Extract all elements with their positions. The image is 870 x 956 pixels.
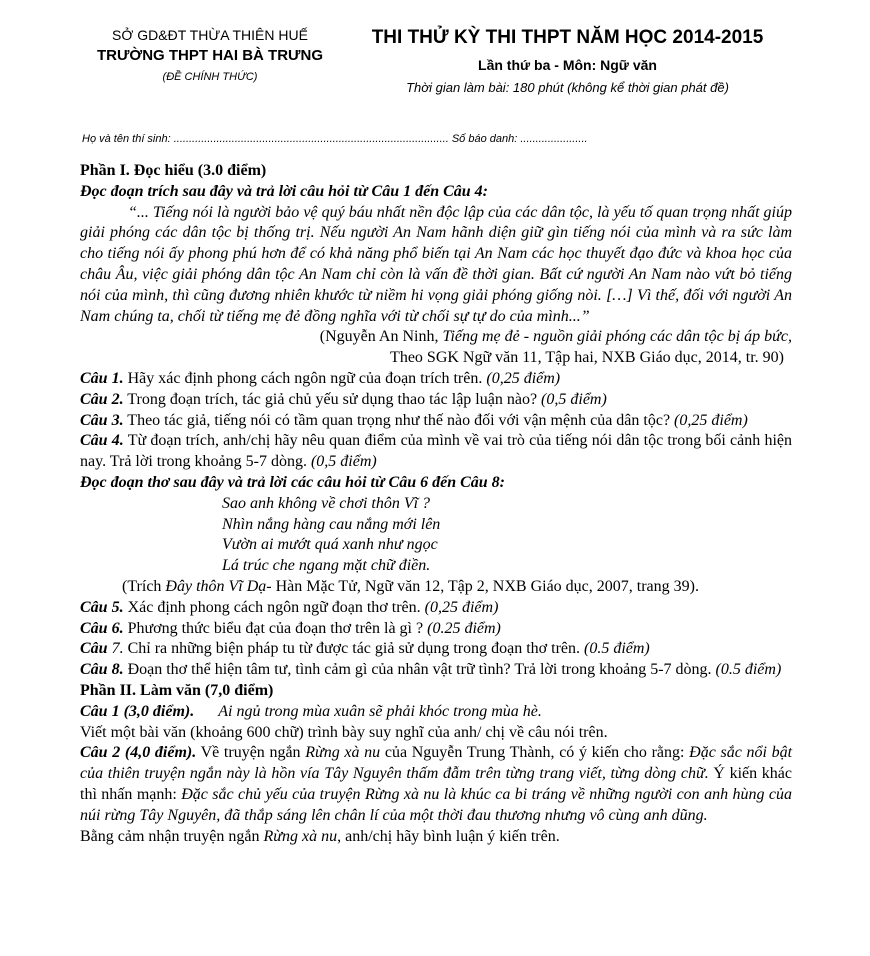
question-8-label: Câu 8. [80, 661, 124, 679]
exam-content [80, 161, 792, 847]
question-7-score: (0.5 điểm) [584, 640, 650, 658]
essay-2-text-b: của Nguyễn Trung Thành, có ý kiến cho rằng: [380, 744, 690, 762]
question-3 [80, 411, 792, 432]
question-6-score: (0.25 điểm) [427, 619, 501, 637]
question-8-score: (0.5 điểm) [715, 661, 782, 679]
question-5-text: Xác định phong cách ngôn ngữ đoạn thơ trên. [123, 598, 425, 616]
candidate-name-field: Họ và tên thí sinh: .......................................................................................... [82, 133, 449, 145]
essay-2-opinion-2: Đặc sắc chủ yếu của truyện Rừng xà nu là khúc ca bi tráng về những người con anh hùng của núi rừng Tây Nguyên, đã thắp sáng lên chân lí của một thời đau thương nhưng vô cùng anh dũng. [80, 785, 793, 824]
poem-line: Sao anh không về chơi thôn Vĩ ? [222, 494, 431, 512]
candidate-line [82, 133, 588, 145]
poem-source-prefix: (Trích [122, 577, 166, 595]
part1-instruction-2: Đọc đoạn thơ sau đây và trả lời các câu hỏi từ Câu 6 đến Câu 8: [80, 473, 506, 491]
question-4-score: (0,5 điểm) [310, 453, 377, 471]
part1-heading: Phần I. Đọc hiểu (3.0 điểm) [80, 162, 267, 179]
question-2-label: Câu 2. [80, 390, 124, 408]
question-6 [80, 619, 792, 640]
question-4 [80, 431, 792, 473]
question-4-label: Câu 4. [80, 432, 124, 450]
essay-question-2 [80, 743, 792, 826]
passage-source-line2: Theo SGK Ngữ văn 11, Tập hai, NXB Giáo dục, 2014, tr. 90) [390, 349, 784, 367]
question-7-label: Câu [80, 640, 108, 658]
source-author: (Nguyễn An Ninh, [319, 328, 443, 346]
department-name: SỞ GD&ĐT THỪA THIÊN HUẾ [112, 27, 308, 43]
essay-question-1 [80, 702, 792, 723]
exam-title: THI THỬ KỲ THI THPT NĂM HỌC 2014-2015 [371, 27, 764, 48]
question-1-score: (0,25 điểm) [486, 369, 561, 387]
official-label: (ĐỀ CHÍNH THỨC) [162, 71, 258, 83]
question-7 [80, 639, 792, 660]
question-6-text: Phương thức biểu đạt của đoạn thơ trên là gì ? [123, 619, 428, 637]
question-5-score: (0,25 điểm) [424, 598, 499, 616]
candidate-id-field: Số báo danh: ...................... [451, 133, 588, 145]
question-1-label: Câu 1. [80, 369, 124, 387]
essay-2-text-c: Ý kiến khác thì nhấn mạnh: [80, 765, 792, 803]
question-3-score: (0,25 điểm) [674, 411, 748, 429]
poem-line: Vườn ai mướt quá xanh như ngọc [222, 536, 438, 554]
reading-passage: “... Tiếng nói là người bảo vệ quý báu nhất nền độc lập của các dân tộc, là yếu tố quan trọng nhất giúp giải phóng các dân tộc bị thống trị. Nếu người An Nam hãnh diện giữ gìn tiếng nói của mình và ra sức làm cho tiếng nói ấy phong phú hơn để có khả năng phổ biến tại An Nam các học thuyết đạo đức và khoa học của châu Âu, việc giải phóng dân tộc An Nam chỉ còn là vấn đề thời gian. Bất cứ người An Nam nào vứt bỏ tiếng nói của mình, thì cũng đương nhiên khước từ niềm hi vọng giải phóng giống nòi. […] Vì thế, đối với người An Nam chúng ta, chối từ tiếng mẹ đẻ đồng nghĩa với từ chối sự tự do của mình...” [80, 203, 792, 325]
poem-source [80, 577, 792, 598]
round-subject: Lần thứ ba - Môn: Ngữ văn [478, 57, 657, 73]
part1-instruction-1: Đọc đoạn trích sau đây và trả lời câu hỏi từ Câu 1 đến Câu 4: [80, 182, 488, 200]
question-7-text: Chỉ ra những biện pháp tu từ được tác giả sử dụng trong đoạn thơ trên. [123, 640, 584, 658]
exam-time: Thời gian làm bài: 180 phút (không kể thời gian phát đề) [406, 80, 729, 95]
essay-2-label: Câu 2 (4,0 điểm). [80, 744, 197, 762]
exam-title-block [355, 24, 780, 98]
essay-2-text-a: Về truyện ngắn [196, 744, 306, 762]
question-8-text: Đoạn thơ thể hiện tâm tư, tình cảm gì của nhân vật trữ tình? Trả lời trong khoảng 5-7 dòng. [123, 661, 716, 679]
part2-heading: Phần II. Làm văn (7,0 điểm) [80, 681, 274, 699]
poem-source-rest: - Hàn Mặc Tử, Ngữ văn 12, Tập 2, NXB Giáo dục, 2007, trang 39). [266, 577, 699, 595]
question-2-score: (0,5 điểm) [541, 390, 607, 408]
question-5 [80, 598, 792, 619]
school-name: TRƯỜNG THPT HAI BÀ TRƯNG [96, 47, 323, 64]
school-block [70, 26, 350, 87]
question-5-label: Câu 5. [80, 598, 124, 616]
essay-1-task: Viết một bài văn (khoảng 600 chữ) trình bày suy nghĩ của anh/ chị về câu nói trên. [80, 723, 608, 741]
source-work-title: Tiếng mẹ đẻ - nguồn giải phóng các dân tộc bị áp bức, [442, 328, 792, 346]
essay-2-task [80, 827, 792, 848]
essay-2-opinion-1: Đặc sắc nổi bật của thiên truyện ngắn này là hồn vía Tây Nguyên thấm đẫm trên từng trang viết, từng dòng chữ. [80, 744, 793, 783]
question-2-text: Trong đoạn trích, tác giả chủ yếu sử dụng thao tác lập luận nào? [123, 390, 542, 408]
question-6-label: Câu 6. [80, 619, 124, 637]
essay-1-label: Câu 1 (3,0 điểm). [80, 702, 195, 720]
question-3-label: Câu 3. [80, 411, 124, 429]
question-3-text: Theo tác giả, tiếng nói có tầm quan trọng như thế nào đối với vận mệnh của dân tộc? [123, 411, 675, 429]
essay-2-task-title: Rừng xà nu [263, 827, 338, 845]
question-8 [80, 660, 792, 681]
passage-source-line1 [80, 327, 792, 348]
essay-1-quote: Ai ngủ trong mùa xuân sẽ phải khóc trong mùa hè. [218, 702, 542, 720]
question-2 [80, 390, 792, 411]
exam-header [0, 22, 870, 132]
question-4-text: Từ đoạn trích, anh/chị hãy nêu quan điểm của mình về vai trò của tiếng nói dân tộc trong bối cảnh hiện nay. Trả lời trong khoảng 5-7 dòng. [80, 432, 792, 471]
essay-2-task-a: Bằng cảm nhận truyện ngắn [80, 827, 264, 845]
question-1 [80, 369, 792, 390]
poem-source-title: Đây thôn Vĩ Dạ [165, 577, 267, 595]
question-1-text: Hãy xác định phong cách ngôn ngữ của đoạn trích trên. [123, 369, 487, 387]
poem-block [80, 494, 792, 577]
essay-2-title: Rừng xà nu [305, 744, 381, 762]
poem-line: Lá trúc che ngang mặt chữ điền. [222, 557, 431, 575]
poem-line: Nhìn nắng hàng cau nắng mới lên [222, 515, 441, 533]
question-7-number: 7. [107, 640, 124, 658]
essay-2-task-b: , anh/chị hãy bình luận ý kiến trên. [337, 827, 560, 845]
